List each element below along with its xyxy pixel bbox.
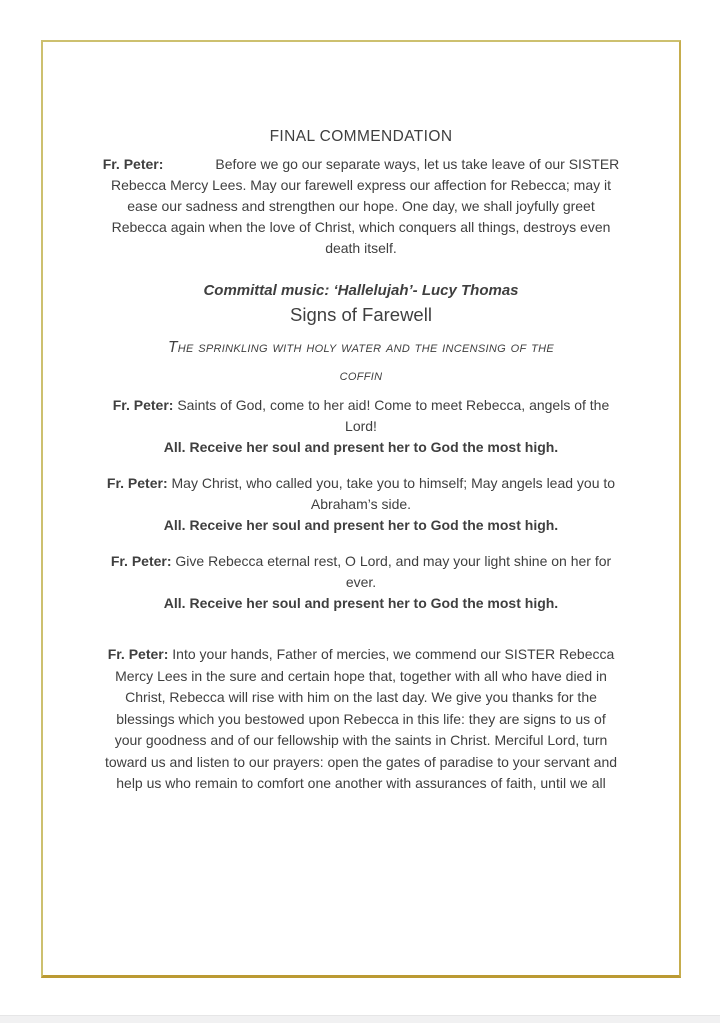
commendation-text: Into your hands, Father of mercies, we commend our SISTER Rebecca Mercy Lees in the sure and certain hope that, together with all who have died in Christ, Rebecca will rise with him on the last day. We give you thanks for the blessings which you bestowed upon Rebecca in this life: they are signs to us of your goodness and of our fellowship with the saints in Christ. Merciful Lord, turn toward us and listen to our prayers: open the gates of paradise to your servant and help us who remain to comfort one another with assurances of faith, until we all <box>104 646 618 791</box>
response-2: All. Receive her soul and present her to God the most high. <box>163 517 559 533</box>
document-content <box>102 42 620 795</box>
speaker-label: Fr. Peter: <box>102 156 164 172</box>
committal-music-line: Committal music: ‘Hallelujah’- Lucy Thomas <box>203 282 519 299</box>
speaker-label: Fr. Peter: <box>106 475 168 491</box>
speaker-label: Fr. Peter: <box>112 397 174 413</box>
section-title: FINAL COMMENDATION <box>269 128 453 145</box>
versicle-3 <box>102 551 620 593</box>
opening-paragraph <box>102 154 620 259</box>
response-3: All. Receive her soul and present her to God the most high. <box>163 595 559 611</box>
rite-heading-line1: The sprinkling with holy water and the incensing of the <box>167 339 554 356</box>
speaker-label: Fr. Peter: <box>110 553 172 569</box>
versicle-2-text: May Christ, who called you, take you to himself; May angels lead you to Abraham’s side. <box>171 475 616 512</box>
rite-heading <box>102 334 620 390</box>
versicle-1-text: Saints of God, come to her aid! Come to meet Rebecca, angels of the Lord! <box>177 397 610 434</box>
versicle-1 <box>102 395 620 437</box>
response-1: All. Receive her soul and present her to God the most high. <box>163 439 559 455</box>
opening-text: Before we go our separate ways, let us take leave of our SISTER Rebecca Mercy Lees. May our farewell express our affection for Rebecca; may it ease our sadness and strengthen our hope. One day, we shall joyfully greet Rebecca again when the love of Christ, which conquers all things, destroys even death itself. <box>110 156 620 256</box>
signs-of-farewell-heading: Signs of Farewell <box>290 304 432 325</box>
page-gap-strip <box>0 1015 720 1023</box>
versicle-2 <box>102 473 620 515</box>
commendation-paragraph <box>102 644 620 795</box>
rite-heading-line2: coffin <box>339 367 383 384</box>
page-border-frame <box>41 40 681 978</box>
versicle-3-text: Give Rebecca eternal rest, O Lord, and may your light shine on her for ever. <box>175 553 612 590</box>
speaker-label: Fr. Peter: <box>107 646 169 662</box>
